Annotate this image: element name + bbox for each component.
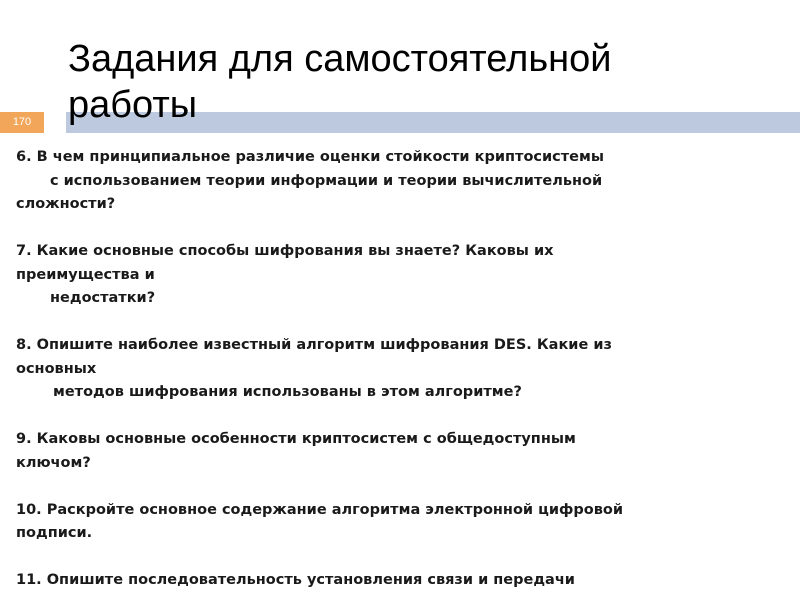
question-line: сложности? [16,196,116,212]
question-item [16,428,756,475]
question-item [16,499,756,546]
question-line: с использованием теории информации и теории вычислительной [50,172,603,189]
question-item [16,334,756,405]
page-number-badge: 170 [0,112,44,133]
question-line: 10. Раскройте основное содержание алгоритма электронной цифровой [16,501,624,518]
slide-title [68,36,611,128]
question-line: недостатки? [50,290,156,306]
slide-title-line: работы [68,84,198,126]
question-item [16,569,756,593]
question-item [16,146,756,217]
question-line: 11. Опишите последовательность установления связи и передачи [16,572,575,588]
question-line: основных [16,360,97,377]
slide-title-line: Задания для самостоятельной [68,38,612,80]
question-line: 8. Опишите наиболее известный алгоритм шифрования DES. Какие из [16,337,612,353]
question-line: 7. Какие основные способы шифрования вы знаете? Каковы их [16,243,554,259]
question-item [16,240,756,311]
question-line: 6. В чем принципиальное различие оценки стойкости криптосистемы [16,149,604,165]
question-line: методов шифрования использованы в этом алгоритме? [53,384,522,400]
question-line: подписи. [16,525,93,541]
question-line: преимущества и [16,266,155,283]
questions-list [16,146,756,600]
question-line: 9. Каковы основные особенности криптосистем с общедоступным [16,431,576,447]
question-line: ключом? [16,454,91,471]
